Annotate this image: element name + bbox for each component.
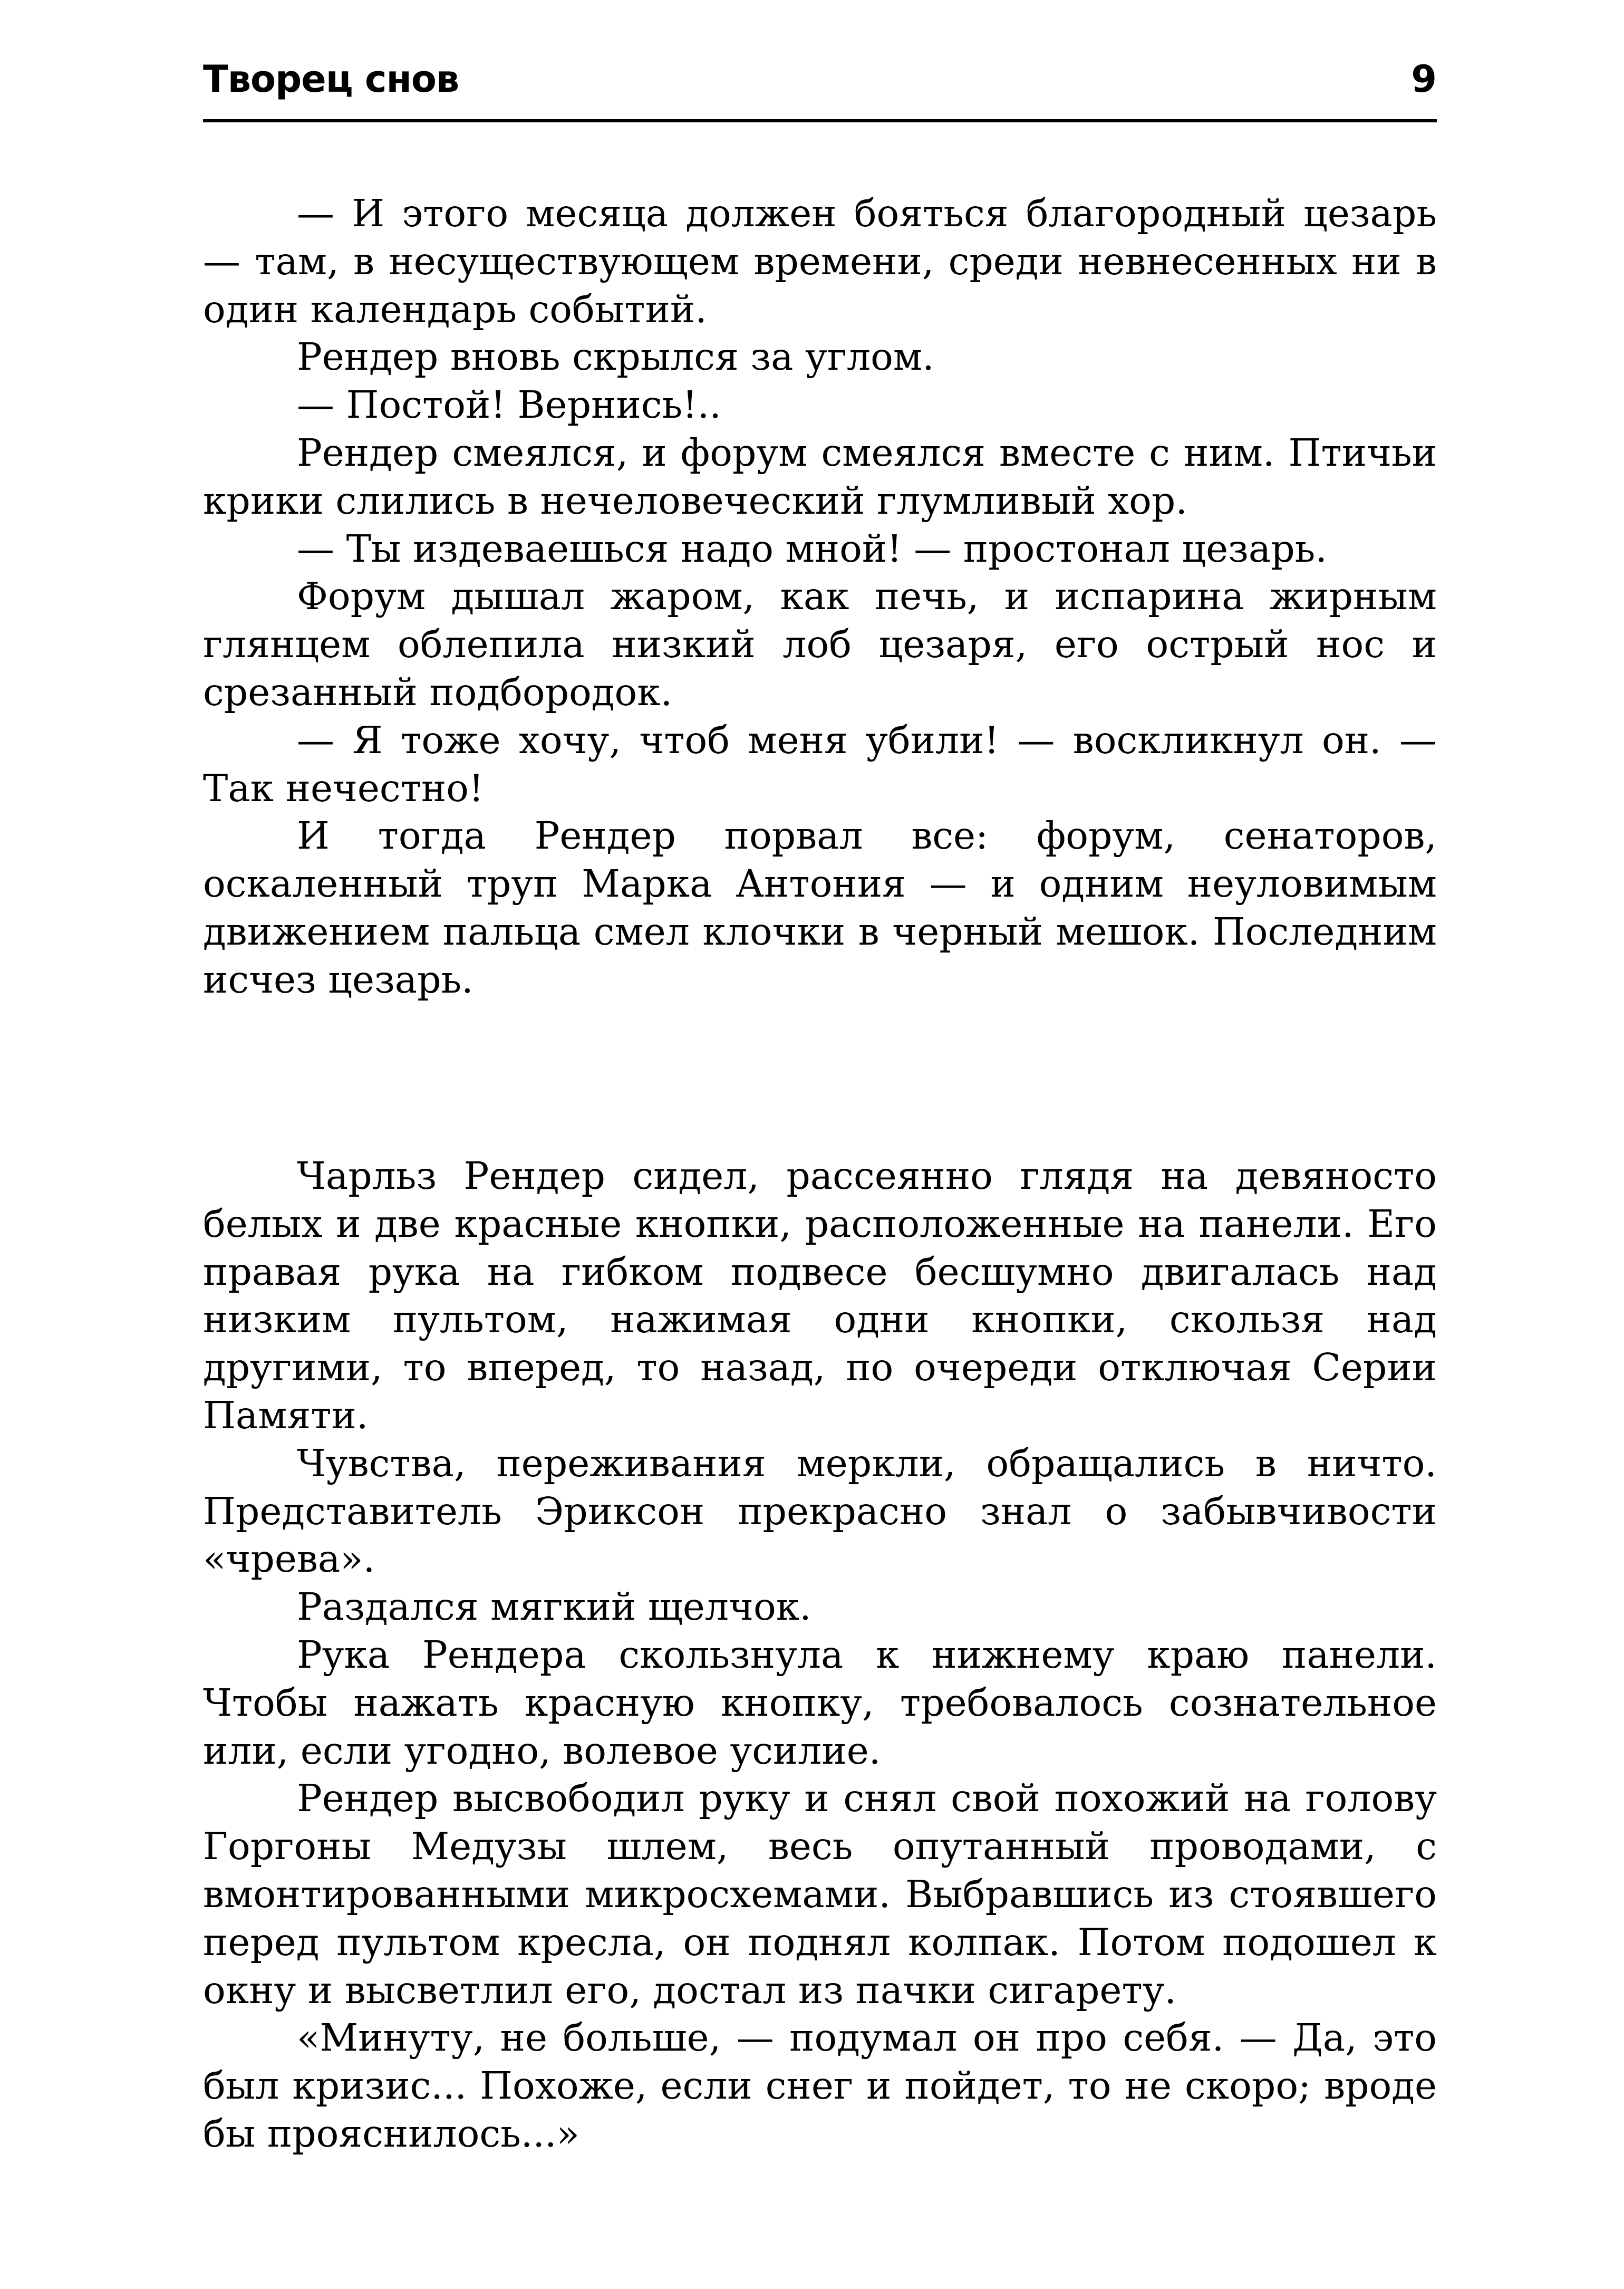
paragraph: Чарльз Рендер сидел, рассеянно глядя на девяносто белых и две красные кнопки, расположенные на панели. Его правая рука на гибком подвесе бесшумно двигалась над низким пультом, нажимая одни кнопки, скользя над другими, то вперед, то назад, по очереди отключая Серии Памяти. — [203, 1154, 1437, 1437]
paragraph: Форум дышал жаром, как печь, и испарина жирным глянцем облепила низкий лоб цезаря, его острый нос и срезанный подбородок. — [203, 574, 1437, 714]
paragraph: «Минуту, не больше, — подумал он про себя. — Да, это был кризис... Похоже, если снег и пойдет, то не скоро; вроде бы прояснилось...» — [203, 2016, 1437, 2156]
paragraph: Рука Рендера скользнула к нижнему краю панели. Чтобы нажать красную кнопку, требовалось сознательное или, если угодно, волевое усилие. — [203, 1632, 1437, 1773]
text-block-2 — [203, 1152, 1437, 2158]
paragraph: Чувства, переживания меркли, обращались в ничто. Представитель Эриксон прекрасно знал о забывчивости «чрева». — [203, 1441, 1437, 1581]
page-header — [203, 50, 1437, 108]
paragraph: И тогда Рендер порвал все: форум, сенаторов, оскаленный труп Марка Антония — и одним неуловимым движением пальца смел клочки в черный мешок. Последним исчез цезарь. — [203, 814, 1437, 1002]
paragraph: — И этого месяца должен бояться благородный цезарь — там, в несуществующем времени, среди невнесенных ни в один календарь событий. — [203, 191, 1437, 331]
paragraph: Рендер смеялся, и форум смеялся вместе с ним. Птичьи крики слились в нечеловеческий глумливый хор. — [203, 430, 1437, 523]
page-number: 9 — [1411, 57, 1437, 101]
paragraph: Раздался мягкий щелчок. — [297, 1585, 811, 1629]
paragraph: Рендер высвободил руку и снял свой похожий на голову Горгоны Медузы шлем, весь опутанный проводами, с вмонтированными микросхемами. Выбравшись из стоявшего перед пультом кресла, он поднял колпак. Потом подошел к окну и высветлил его, достал из пачки сигарету. — [203, 1776, 1437, 2012]
paragraph: — Я тоже хочу, чтоб меня убили! — воскликнул он. — Так нечестно! — [203, 718, 1437, 810]
header-rule — [203, 119, 1437, 122]
paragraph: Рендер вновь скрылся за углом. — [297, 335, 934, 379]
paragraph: — Ты издеваешься надо мной! — простонал цезарь. — [297, 526, 1327, 571]
paragraph: — Постой! Вернись!.. — [297, 383, 721, 427]
running-title: Творец снов — [203, 57, 459, 101]
text-block-1 — [203, 190, 1437, 1004]
